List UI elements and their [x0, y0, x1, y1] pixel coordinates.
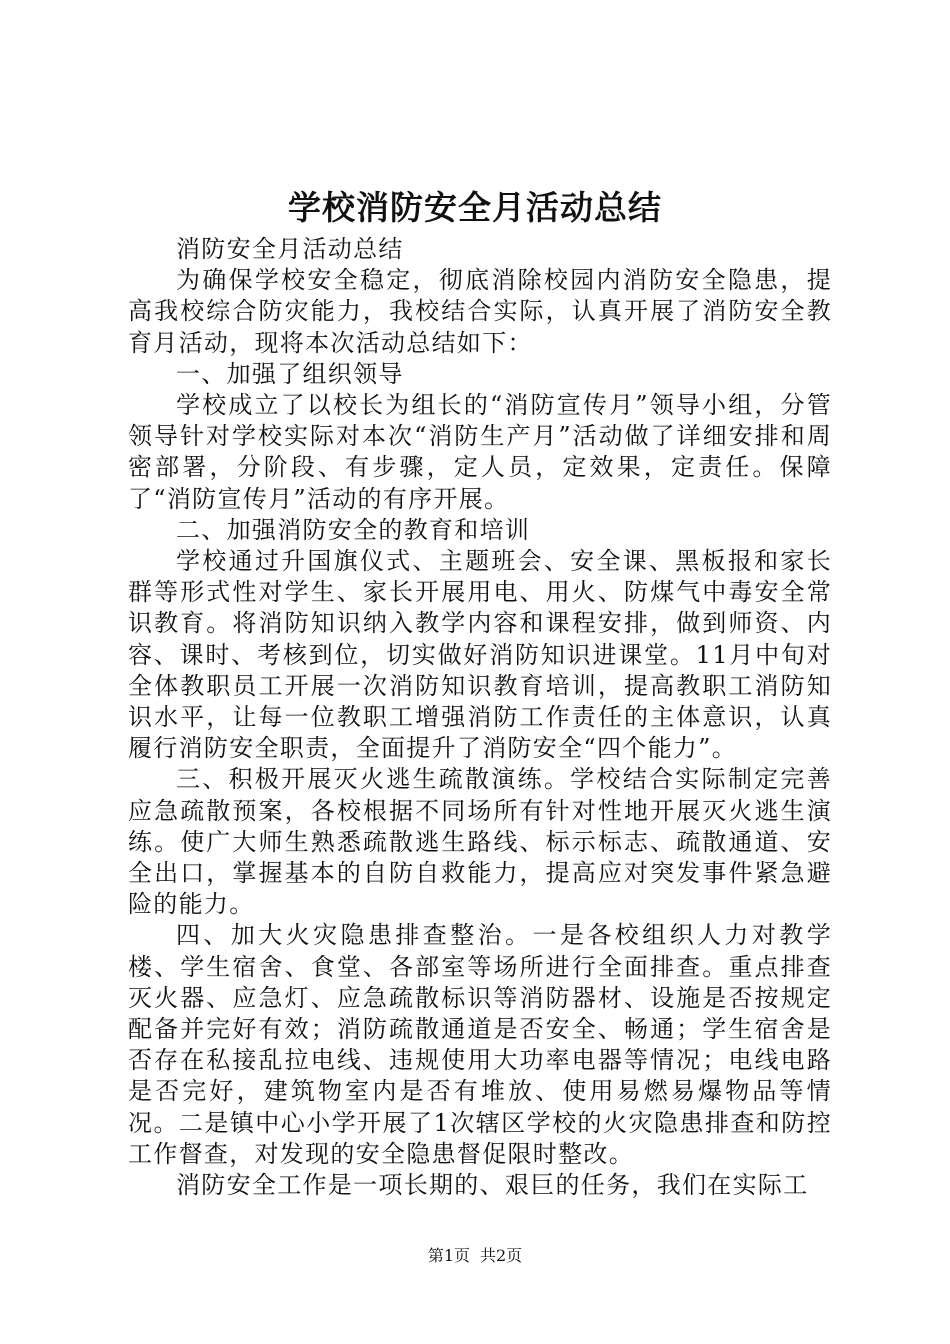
paragraph-section-3: 三、积极开展灭火逃生疏散演练。学校结合实际制定完善应急疏散预案，各校根据不同场所有针对性地开展灭火逃生演练。使广大师生熟悉疏散逃生路线、标示标志、疏散通道、安全出口，掌握基本的自防自救能力，提高应对突发事件紧急避险的能力。	[128, 765, 832, 919]
paragraph-intro: 为确保学校安全稳定，彻底消除校园内消防安全隐患，提高我校综合防灾能力，我校结合实际，认真开展了消防安全教育月活动，现将本次活动总结如下：	[128, 266, 832, 357]
document-title: 学校消防安全月活动总结	[288, 188, 662, 227]
section-heading-2: 二、加强消防安全的教育和培训	[176, 515, 531, 544]
document-body	[128, 234, 832, 1201]
paragraph-section-4: 四、加大火灾隐患排查整治。一是各校组织人力对教学楼、学生宿舍、食堂、各部室等场所进行全面排查。重点排查灭火器、应急灯、应急疏散标识等消防器材、设施是否按规定配备并完好有效；消防疏散通道是否安全、畅通；学生宿舍是否存在私接乱拉电线、违规使用大功率电器等情况；电线电路是否完好，建筑物室内是否有堆放、使用易燃易爆物品等情况。二是镇中心小学开展了1次辖区学校的火灾隐患排查和防控工作督查，对发现的安全隐患督促限时整改。	[128, 921, 832, 1168]
paragraph-section-2: 学校通过升国旗仪式、主题班会、安全课、黑板报和家长群等形式性对学生、家长开展用电、用火、防煤气中毒安全常识教育。将消防知识纳入教学内容和课程安排，做到师资、内容、课时、考核到位，切实做好消防知识进课堂。11月中旬对全体教职员工开展一次消防知识教育培训，提高教职工消防知识水平，让每一位教职工增强消防工作责任的主体意识，认真履行消防安全职责，全面提升了消防安全“四个能力”。	[128, 547, 832, 763]
page-total: 共2页	[480, 1246, 523, 1265]
paragraph-closing: 消防安全工作是一项长期的、艰巨的任务，我们在实际工	[176, 1171, 809, 1200]
page-number: 第1页	[427, 1246, 470, 1265]
page-footer	[0, 1245, 950, 1267]
paragraph-section-1: 学校成立了以校长为组长的“消防宣传月”领导小组，分管领导针对学校实际对本次“消防生产月”活动做了详细安排和周密部署，分阶段、有步骤，定人员，定效果，定责任。保障了“消防宣传月”活动的有序开展。	[128, 391, 832, 513]
section-heading-1: 一、加强了组织领导	[176, 359, 404, 388]
paragraph-subtitle: 消防安全月活动总结	[176, 235, 404, 263]
